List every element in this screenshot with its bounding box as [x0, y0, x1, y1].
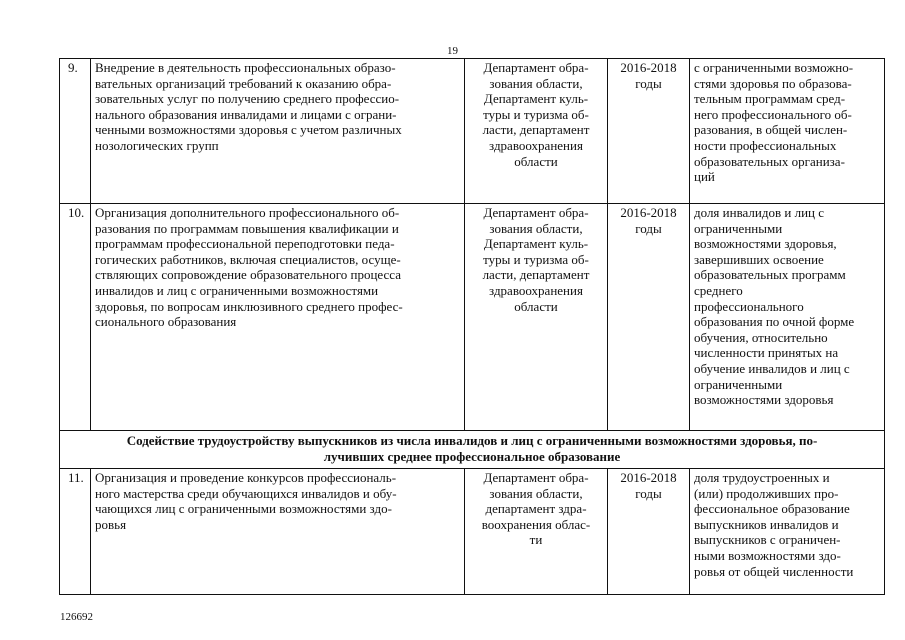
measure-description: Организация и проведение конкурсов профессиональ- ного мастерства среди обучающихся инвалидов и обу- чающихся лиц с ограниченными возможностями здо- ровья — [91, 469, 465, 595]
implementation-term: 2016-2018 годы — [608, 204, 690, 431]
target-indicator: доля инвалидов и лиц с ограниченными возможностями здоровья, завершивших освоение образовательных программ среднего профессионального образования по очной форме обучения, относительно численности принятых на обучение инвалидов и лиц с ограниченными возможностями здоровья — [690, 204, 885, 431]
page-number: 19 — [447, 45, 458, 57]
program-measures-table — [59, 58, 885, 595]
row-number: 9. — [60, 59, 91, 204]
table-row — [60, 204, 885, 431]
target-indicator: с ограниченными возможно- стями здоровья по образова- тельным программам сред- него профессионального об- разования, в общей числен- ности профессиональных образовательных организа- ций — [690, 59, 885, 204]
table-row — [60, 469, 885, 595]
responsible-executor: Департамент обра- зования области, департамент здра- воохранения облас- ти — [465, 469, 608, 595]
row-number: 10. — [60, 204, 91, 431]
implementation-term: 2016-2018 годы — [608, 59, 690, 204]
table-row — [60, 59, 885, 204]
responsible-executor: Департамент обра- зования области, Департамент куль- туры и туризма об- ласти, департамент здравоохранения области — [465, 59, 608, 204]
responsible-executor: Департамент обра- зования области, Департамент куль- туры и туризма об- ласти, департамент здравоохранения области — [465, 204, 608, 431]
measure-description: Внедрение в деятельность профессиональных образо- вательных организаций требований к оказанию обра- зовательных услуг по получению среднего профессио- нального образования инвалидами и лицами с ограни- ченными возможностями здоровья с учетом различных нозологических групп — [91, 59, 465, 204]
target-indicator: доля трудоустроенных и (или) продолживших про- фессиональное образование выпускников инвалидов и выпускников с ограничен- ными возможностями здо- ровья от общей численности — [690, 469, 885, 595]
row-number: 11. — [60, 469, 91, 595]
document-code: 126692 — [60, 611, 93, 623]
measure-description: Организация дополнительного профессионального об- разования по программам повышения квалификации и программам профессиональной переподготовки педа- гогических работников, включая специалистов, осуще- ствляющих сопровождение образовательного процесса инвалидов и лиц с ограниченными возможностями здоровья, по вопросам инклюзивного среднего профес- сионального образования — [91, 204, 465, 431]
section-heading-row — [60, 431, 885, 469]
implementation-term: 2016-2018 годы — [608, 469, 690, 595]
section-heading: Содействие трудоустройству выпускников из числа инвалидов и лиц с ограниченными возможностями здоровья, по- лучивших среднее профессиональное образование — [60, 431, 885, 469]
